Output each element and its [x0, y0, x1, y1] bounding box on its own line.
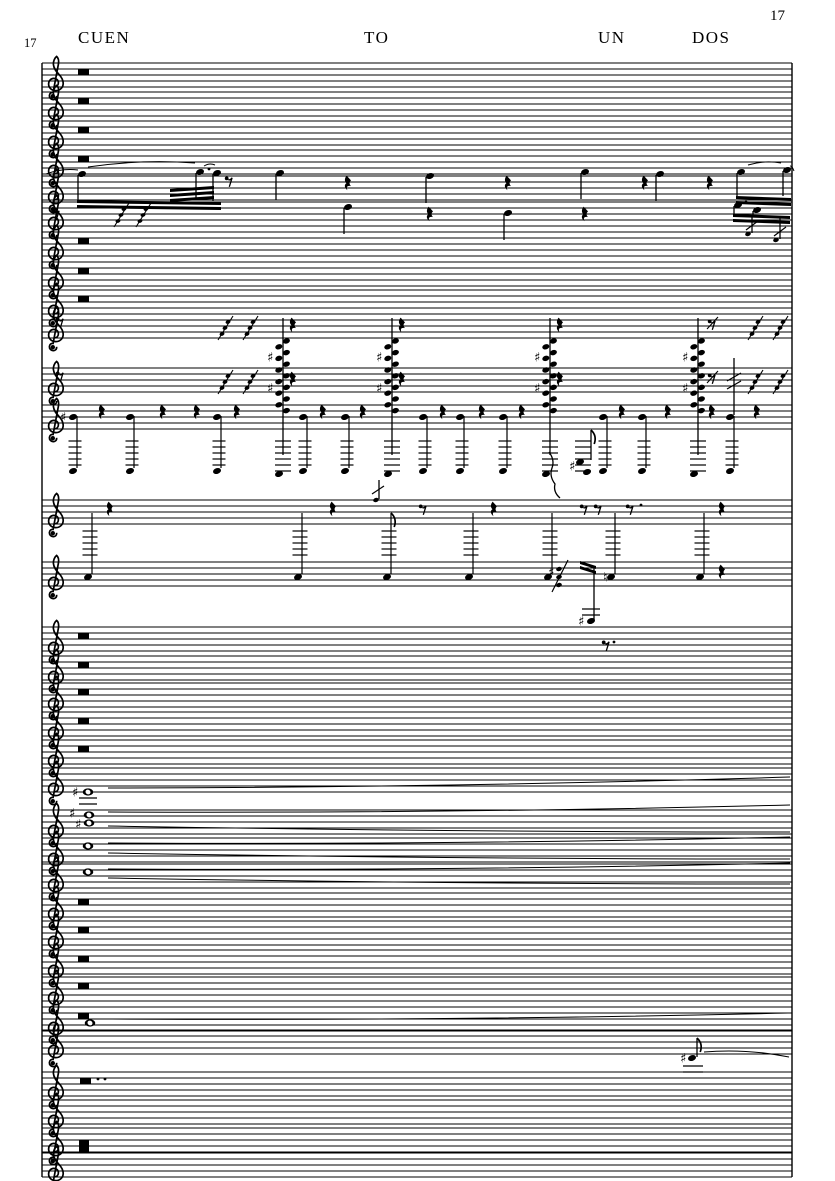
eighth-rest [225, 177, 229, 181]
eighth-rest [708, 374, 712, 378]
whole-rest [78, 718, 89, 724]
cluster-note-head [384, 343, 392, 350]
low-note-head [68, 467, 78, 475]
cluster-note-head [690, 378, 698, 385]
low-note-head [637, 467, 647, 475]
eighth-rest [583, 506, 587, 515]
augmentation-dot [613, 641, 616, 644]
whole-rest [78, 156, 89, 162]
eighth-rest [629, 506, 633, 515]
lyric-syllable-2: TO [364, 28, 390, 47]
cluster-note-head [542, 343, 550, 350]
beam [170, 186, 214, 192]
note-head [298, 413, 308, 421]
eighth-rest [602, 641, 606, 645]
eighth-rest [56, 372, 60, 376]
tremolo-slash [552, 560, 568, 592]
whole-rest [78, 1013, 89, 1019]
sharp-icon: ♯ [72, 785, 79, 801]
cluster-note-head [690, 343, 698, 350]
low-note-head [455, 467, 465, 475]
tie-slur [108, 805, 790, 812]
treble-clef-dot [51, 1061, 55, 1065]
cluster-note-head [275, 390, 283, 397]
treble-clef-dot [51, 593, 55, 597]
sharp-icon: ♯ [60, 410, 67, 426]
quarter-rest [107, 502, 113, 517]
eighth-rest [708, 320, 712, 324]
low-note-head [598, 467, 608, 475]
note-head [212, 413, 222, 421]
treble-clef-dot [51, 321, 55, 325]
tie-slur [112, 1013, 788, 1019]
measure-number: 17 [24, 36, 37, 50]
cluster-note-head [690, 366, 698, 373]
cluster-note-head [275, 355, 283, 362]
cluster-note-head [275, 401, 283, 408]
whole-rest [78, 927, 89, 933]
beam [733, 214, 790, 219]
whole-rest [78, 69, 89, 75]
eighth-rest [597, 506, 601, 515]
lyric-syllable-4: DOS [692, 28, 731, 47]
treble-clef-dot [51, 531, 55, 535]
cluster-note-head [384, 390, 392, 397]
sharp-icon: ♯ [578, 614, 585, 630]
whole-rest [78, 689, 89, 695]
page-number: 17 [770, 8, 785, 24]
sharp-icon: ♯ [534, 381, 541, 397]
lyric-syllable-1: CUEN [78, 28, 131, 47]
whole-rest [78, 238, 89, 244]
cluster-note-head [275, 366, 283, 373]
augmentation-dot [208, 168, 211, 171]
cluster-note-head [542, 401, 550, 408]
whole-rest [78, 127, 89, 133]
whole-rest [78, 98, 89, 104]
sharp-icon: ♯ [69, 806, 76, 822]
sharp-icon: ♯ [682, 350, 689, 366]
augmentation-dot [745, 201, 748, 204]
cluster-note-head [690, 401, 698, 408]
eighth-rest [56, 318, 60, 322]
cluster-note-head [542, 366, 550, 373]
whole-rest [80, 1078, 91, 1084]
whole-rest [78, 662, 89, 668]
note-head [340, 413, 350, 421]
whole-rest [78, 746, 89, 752]
eighth-rest [580, 505, 584, 509]
cluster-note-head [384, 378, 392, 385]
tie-slur [108, 878, 790, 884]
tie-slur [204, 164, 215, 166]
cluster-note-head [384, 355, 392, 362]
sharp-icon: ♯ [376, 350, 383, 366]
cluster-note-head [542, 390, 550, 397]
tie-slur [88, 162, 195, 167]
cluster-note-head [275, 343, 283, 350]
low-note-head [418, 467, 428, 475]
sharp-icon: ♯ [548, 565, 555, 581]
sharp-icon: ♯ [376, 381, 383, 397]
note-head [637, 413, 647, 421]
sharp-icon: ♯ [569, 459, 576, 475]
sharp-icon: ♯ [682, 381, 689, 397]
augmentation-dot [640, 504, 643, 507]
eighth-rest [419, 505, 423, 509]
eighth-rest [52, 210, 56, 214]
note-head [68, 413, 78, 421]
low-note-head [498, 467, 508, 475]
quarter-rest [719, 502, 725, 517]
low-note-head [212, 467, 222, 475]
cluster-note-head [384, 401, 392, 408]
note-head [498, 413, 508, 421]
tie-slur [108, 826, 790, 832]
quarter-rest [491, 502, 497, 517]
low-note-head [725, 467, 735, 475]
whole-rest [78, 633, 89, 639]
cluster-note-head [690, 390, 698, 397]
note-head [582, 468, 592, 476]
cluster-note-head [542, 378, 550, 385]
sharp-icon: ♯ [75, 817, 82, 833]
sharp-icon: ♯ [267, 350, 274, 366]
whole-rest [78, 296, 89, 302]
note-head [418, 413, 428, 421]
quarter-rest [330, 502, 336, 517]
whole-rest [78, 899, 89, 905]
note-head [125, 413, 135, 421]
sharp-icon: ♯ [534, 350, 541, 366]
low-note-head [298, 467, 308, 475]
augmentation-dot [104, 1078, 107, 1081]
low-note-head [125, 467, 135, 475]
lyric-syllable-3: UN [598, 28, 626, 47]
eighth-rest [626, 505, 630, 509]
eighth-rest [594, 505, 598, 509]
tremolo-slash [372, 486, 384, 494]
treble-clef-dot [51, 345, 55, 349]
note-flag [391, 513, 395, 527]
treble-clef-dot [51, 799, 55, 803]
quarter-rest [719, 565, 725, 580]
beam [77, 200, 221, 205]
note-head [455, 413, 465, 421]
whole-rest [78, 956, 89, 962]
beam [170, 191, 214, 197]
beam [170, 196, 214, 202]
whole-rest [78, 268, 89, 274]
cluster-note-head [542, 355, 550, 362]
sharp-icon: ♯ [267, 381, 274, 397]
treble-clef-dot [51, 436, 55, 440]
cluster-note-head [275, 378, 283, 385]
whole-rest [78, 983, 89, 989]
cluster-note-head [690, 355, 698, 362]
eighth-rest [422, 506, 426, 515]
cluster-note-head [384, 366, 392, 373]
breve-rest [79, 1140, 89, 1152]
eighth-rest [605, 642, 609, 651]
note-head [598, 413, 608, 421]
low-note-head [340, 467, 350, 475]
sharp-icon: ♯ [680, 1051, 687, 1067]
grace-note-head [556, 566, 563, 572]
note-head [687, 1054, 697, 1062]
natural-icon: ♮ [603, 570, 608, 586]
augmentation-dot [97, 1078, 100, 1081]
